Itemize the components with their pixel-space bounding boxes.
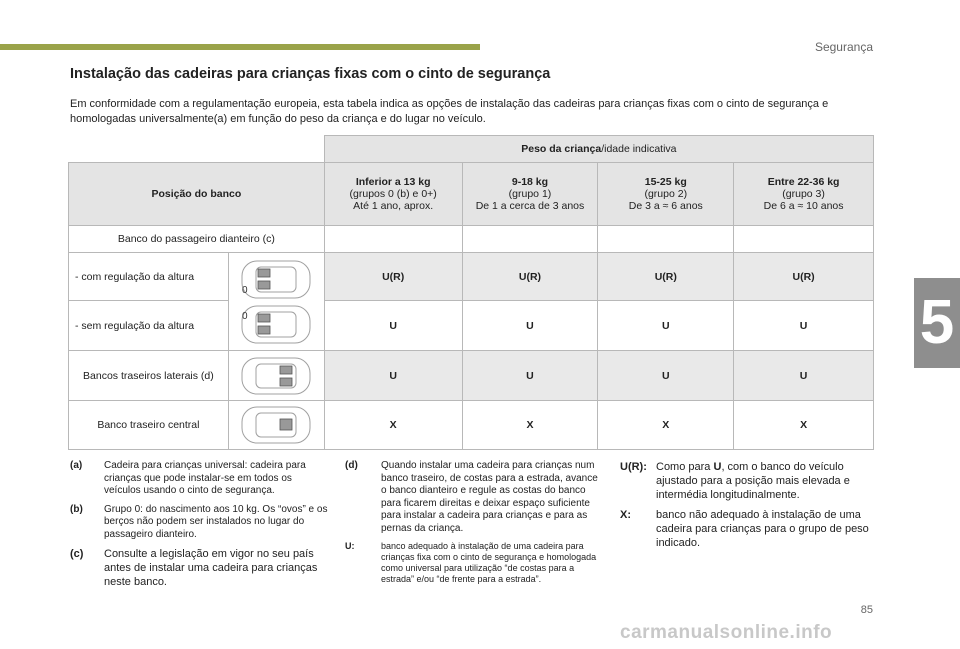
chapter-tab: 5 [914,278,960,368]
footnote: U(R): Como para U, com o banco do veículo ajustado para a posição mais elevada e intermédia longitudinalmente. [620,461,850,501]
table-cell: U(R) [324,253,462,301]
car-seat-rear-side-icon [236,357,316,395]
table-corner [69,136,325,163]
car-seat-rear-center-icon [236,406,316,444]
column-header: Inferior a 13 kg (grupos 0 (b) e 0+) Até 1 ano, aprox. [324,163,462,226]
row-label: - sem regulação da altura [69,301,229,351]
table-cell: X [734,401,874,450]
table-cell: U(R) [462,253,598,301]
table-cell: U [734,301,874,351]
page-title: Instalação das cadeiras para crianças fixas com o cinto de segurança [70,66,551,82]
table-cell: U [324,301,462,351]
table-cell: U(R) [734,253,874,301]
footnote: (d) Quando instalar uma cadeira para crianças num banco traseiro, de costas para a estrada, avance o banco dianteiro e regule as costas do banco para ficarem direitas e deixar espaço suficiente para instalar a cadeira para crianças e para as pernas da criança. [345,460,598,534]
weight-group-header: Peso da criança/idade indicativa [324,136,873,163]
intro-paragraph: Em conformidade com a regulamentação europeia, esta tabela indica as opções de instalação das cadeiras para crianças fixas com o cinto de segurança e homologadas universalmente(a) em função do peso da criança e do lugar no veículo. [70,98,829,125]
table-cell: X [324,401,462,450]
page-number: 85 [860,604,873,616]
front-seat-diagram [228,253,324,351]
footnotes-middle [345,460,600,591]
svg-text:0: 0 [242,284,248,296]
rear-center-seat-diagram [228,401,324,450]
table-cell: U [734,351,874,401]
table-cell: U [598,301,734,351]
table-cell: U [598,351,734,401]
footnote: (a) Cadeira para crianças universal: cadeira para crianças que pode instalar-se em todos os veículos usando o cinto de segurança. [70,460,306,496]
row-label: Bancos traseiros laterais (d) [69,351,229,401]
footnote: (b) Grupo 0: do nascimento aos 10 kg. Os “ovos” e os berços não podem ser instalados no lugar do passageiro dianteiro. [70,503,328,540]
top-accent-bar [0,44,480,50]
column-header: Entre 22-36 kg (grupo 3) De 6 a ≈ 10 anos [734,163,874,226]
position-header: Posição do banco [69,163,325,226]
column-header: 15-25 kg (grupo 2) De 3 a ≈ 6 anos [598,163,734,226]
footnote: X: banco não adequado à instalação de uma cadeira para crianças para o grupo de peso indicado. [620,509,869,549]
svg-text:0: 0 [242,310,248,322]
column-header: 9-18 kg (grupo 1) De 1 a cerca de 3 anos [462,163,598,226]
row-label: Banco traseiro central [69,401,229,450]
table-cell: U [324,351,462,401]
table-cell: X [462,401,598,450]
table-cell: U(R) [598,253,734,301]
watermark: carmanualsonline.info [620,622,833,643]
table-cell: U [462,351,598,401]
rear-side-seat-diagram [228,351,324,401]
car-seat-front-icon [236,259,316,345]
child-seat-table [68,135,874,450]
footnotes-right [620,460,880,556]
row-label: - com regulação da altura [69,253,229,301]
section-name: Segurança [814,40,873,54]
table-cell: U [462,301,598,351]
footnote: U: banco adequado à instalação de uma cadeira para crianças fixa com o cinto de segurança e homologada como universal para utilização “de costas para a estrada” e/ou “de frente para a estrada”. [345,541,597,584]
table-cell: X [598,401,734,450]
footnote: (c) Consulte a legislação em vigor no seu país antes de instalar uma cadeira para crianças neste banco. [70,548,318,588]
footnotes-left [70,460,328,595]
front-seat-label: Banco do passageiro dianteiro (c) [69,226,325,253]
